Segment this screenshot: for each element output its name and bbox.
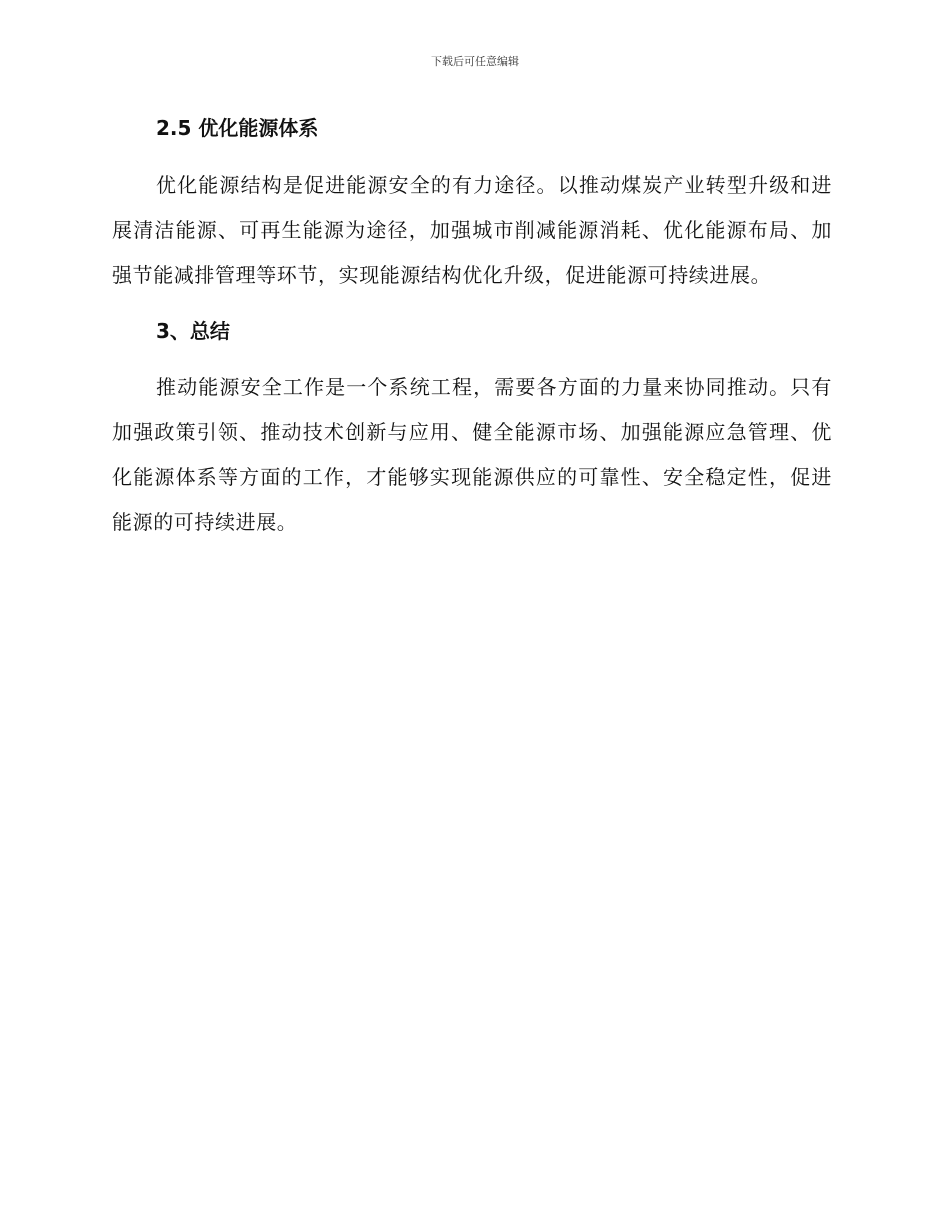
page-header-note: 下载后可任意编辑 bbox=[431, 55, 519, 68]
section-heading-summary: 3、总结 bbox=[156, 319, 230, 343]
section-paragraph-summary: 推动能源安全工作是一个系统工程，需要各方面的力量来协同推动。只有加强政策引领、推动技术创新与应用、健全能源市场、加强能源应急管理、优化能源体系等方面的工作，才能够实现能源供应的可靠性、安全稳定性，促进能源的可持续进展。 bbox=[112, 375, 832, 534]
section-paragraph-optimize-energy-system: 优化能源结构是促进能源安全的有力途径。以推动煤炭产业转型升级和进展清洁能源、可再生能源为途径，加强城市削减能源消耗、优化能源布局、加强节能减排管理等环节，实现能源结构优化升级，促进能源可持续进展。 bbox=[112, 173, 832, 287]
section-heading-optimize-energy-system: 2.5 优化能源体系 bbox=[156, 116, 319, 140]
document-body bbox=[112, 112, 832, 545]
